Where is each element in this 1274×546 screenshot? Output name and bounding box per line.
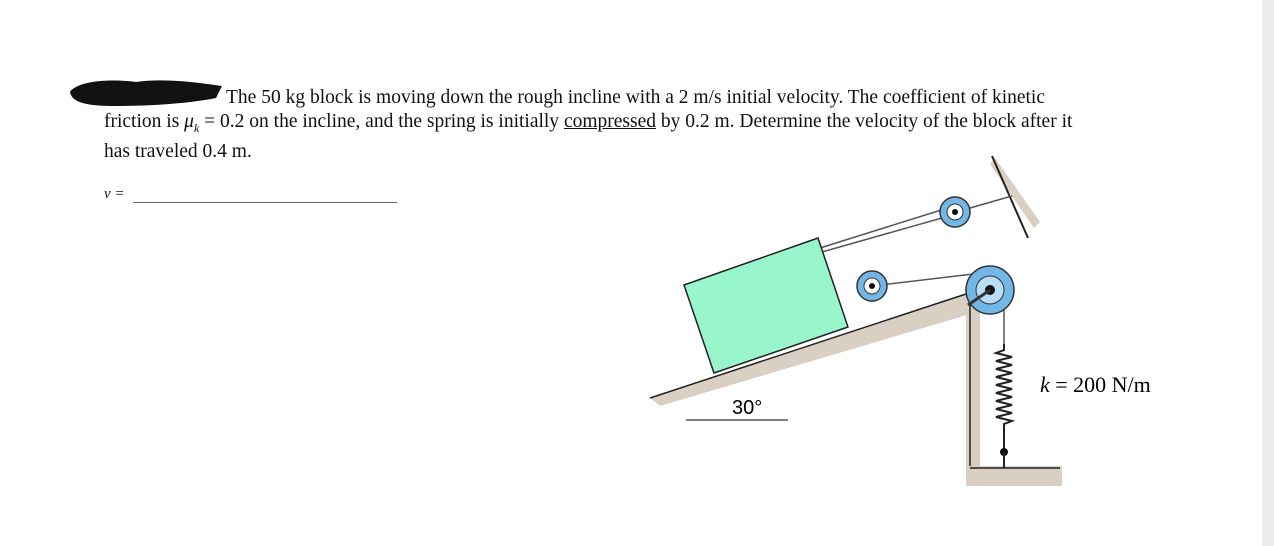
spring-constant-k: k (1040, 372, 1050, 397)
compressed-word: compressed (563, 111, 656, 132)
mu-symbol: μ (184, 111, 194, 132)
problem-line-2 (104, 110, 1164, 140)
problem-line-2-mid: = 0.2 on the incline, and the spring is initially (199, 111, 564, 132)
problem-line-2-end: by 0.2 m. Determine the velocity of the block after it (656, 111, 1073, 132)
answer-label: v = (104, 186, 125, 202)
angle-label: 30° (732, 397, 763, 419)
mu-subscript: k (193, 120, 200, 135)
problem-line-2-start: friction is (104, 111, 185, 132)
pulley-upper (940, 197, 970, 227)
spring-coil (996, 344, 1012, 452)
answer-input-line[interactable] (133, 202, 397, 203)
problem-line-1: The 50 kg block is moving down the rough incline with a 2 m/s initial velocity. The coefficient of kinetic (226, 87, 1046, 108)
problem-line-3: has traveled 0.4 m. (104, 140, 252, 162)
window-scrollbar-strip (1262, 0, 1274, 546)
cable-upper (820, 206, 954, 248)
spring-constant-value: = 200 N/m (1049, 372, 1151, 397)
spring-constant-label (1040, 372, 1151, 397)
incline-spring-figure (640, 140, 1220, 500)
ground-base (966, 466, 1062, 486)
support-post (966, 294, 980, 468)
cable-upper-2 (822, 214, 956, 252)
pulley-block (857, 271, 887, 301)
